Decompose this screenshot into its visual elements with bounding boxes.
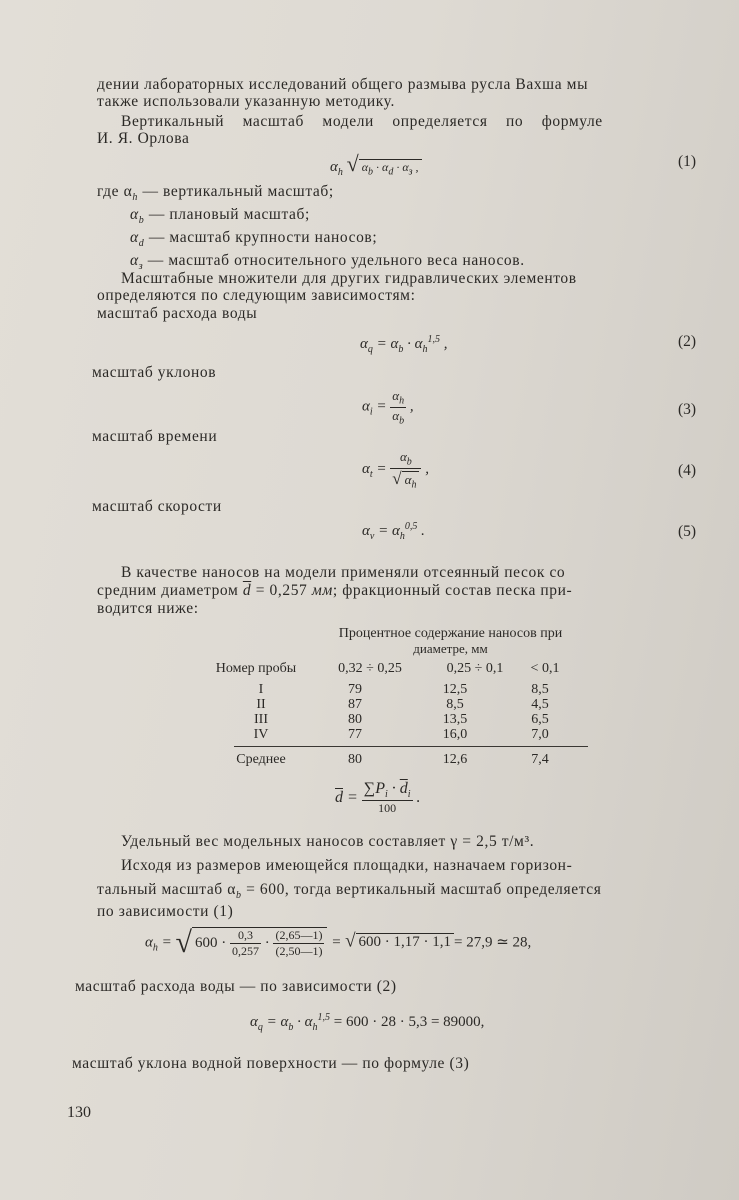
table-row-id: IV: [253, 727, 269, 742]
text-line-p4: Удельный вес модельных наносов составляет γ = 2,5 т/м³.: [121, 833, 535, 850]
table-cell: 4,5: [531, 697, 549, 712]
text-line-p5c: по зависимости (1): [97, 903, 234, 920]
definition-d: $\alpha_d$ — масштаб крупности наносов;: [130, 229, 378, 250]
table-row-id: II: [256, 697, 266, 712]
table-cell: 80: [348, 752, 362, 767]
table-rule: [234, 746, 588, 747]
text-line-p5b: тальный масштаб $\alpha_b = 600$, тогда вертикальный масштаб определяется: [97, 881, 602, 902]
text-line-p3a: В качестве наносов на модели применяли отсеянный песок со: [121, 564, 566, 581]
table-cell: 12,5: [442, 682, 468, 697]
equation-number: (4): [678, 462, 697, 479]
equation-3: $\alpha_i$ = $\frac{\alpha_h}{\alpha_b}$ ,: [362, 388, 414, 427]
table-col-sample: Номер пробы: [215, 661, 297, 676]
table-cell: 6,5: [531, 712, 549, 727]
table-cell: 12,6: [442, 752, 468, 767]
table-cell: 77: [348, 727, 362, 742]
text-line-1: дении лабораторных исследований общего размыва русла Вахша мы: [97, 76, 589, 93]
calculation-2: $\alpha_q = \alpha_b \cdot \alpha_h^{1,5} = 600 \cdot 28 \cdot 5,3 = 89000$,: [250, 1012, 485, 1033]
text-line-p3b: средним диаметром $\overline{d} = 0,257$ мм; фракционный состав песка при-: [97, 582, 573, 599]
table-header-sub: диаметре, мм: [413, 641, 488, 656]
definition-z: $\alpha_з$ — масштаб относительного удельного веса наносов.: [130, 252, 525, 273]
table-cell: 16,0: [442, 727, 468, 742]
text-line-p5a: Исходя из размеров имеющейся площадки, назначаем горизон-: [121, 857, 573, 874]
table-cell: 8,5: [531, 682, 549, 697]
definition-b: $\alpha_b$ — плановый масштаб;: [130, 206, 310, 227]
definition-h: где $\alpha_h$ — вертикальный масштаб;: [97, 183, 334, 204]
label-speed: масштаб скорости: [92, 498, 222, 515]
table-cell: 8,5: [446, 697, 464, 712]
text-line-p2b: определяются по следующим зависимостям:: [97, 287, 416, 304]
table-cell: 79: [348, 682, 362, 697]
page-number: 130: [67, 1104, 91, 1121]
text-line-4: И. Я. Орлова: [97, 130, 190, 147]
table-cell: 7,4: [531, 752, 549, 767]
equation-5: $\alpha_v = \alpha_h^{0,5}$ .: [362, 521, 425, 542]
text-line-2: также использовали указанную методику.: [97, 93, 395, 110]
table-row-avg: Среднее: [236, 752, 286, 767]
table-cell: 7,0: [531, 727, 549, 742]
equation-1: $\alpha_h$ √ $\alpha_b \cdot \alpha_d \cdot \alpha_з$ ,: [330, 151, 422, 178]
text-line-p2a: Масштабные множители для других гидравлических элементов: [121, 270, 577, 287]
table-cell: 13,5: [442, 712, 468, 727]
equation-number: (5): [678, 523, 697, 540]
equation-number: (3): [678, 401, 697, 418]
equation-2: $\alpha_q = \alpha_b \cdot \alpha_h^{1,5}$ ,: [360, 334, 448, 355]
equation-number: (2): [678, 333, 697, 350]
text-line-p7: масштаб уклона водной поверхности — по формуле (3): [72, 1055, 470, 1072]
table-cell: 80: [348, 712, 362, 727]
equation-4: $\alpha_t$ = $\frac{\alpha_b}{√ \alpha_h}$ ,: [362, 449, 429, 491]
label-time: масштаб времени: [92, 428, 218, 445]
table-col-2: 0,25 ÷ 0,1: [446, 661, 504, 676]
text-line-p6: масштаб расхода воды — по зависимости (2): [75, 978, 397, 995]
table-row-id: III: [254, 712, 268, 727]
label-slopes: масштаб уклонов: [92, 364, 217, 381]
text-line-p3c: водится ниже:: [97, 600, 199, 617]
mean-formula: $\overline{d}$ = $\frac{\sum P_i \cdot \overline{d}_i}{100}$ .: [335, 780, 421, 816]
table-col-3: < 0,1: [530, 661, 560, 676]
equation-number: (1): [678, 153, 697, 170]
calculation-1: $\alpha_h$ = √ 600 · $\frac{0,3}{0,257}$ · $\frac{(2,65—1)}{(2,50—1)}$ = √ 600 · 1,17 · 1,1 = 27,9 ≃ 28,: [145, 926, 532, 959]
text-line-3: Вертикальный масштаб модели определяется по формуле: [121, 113, 603, 130]
table-cell: 87: [348, 697, 362, 712]
text-line-p2c: масштаб расхода воды: [97, 305, 258, 322]
table-header-title: Процентное содержание наносов при: [338, 626, 563, 641]
table-col-1: 0,32 ÷ 0,25: [338, 661, 402, 676]
table-row-id: I: [258, 682, 264, 697]
